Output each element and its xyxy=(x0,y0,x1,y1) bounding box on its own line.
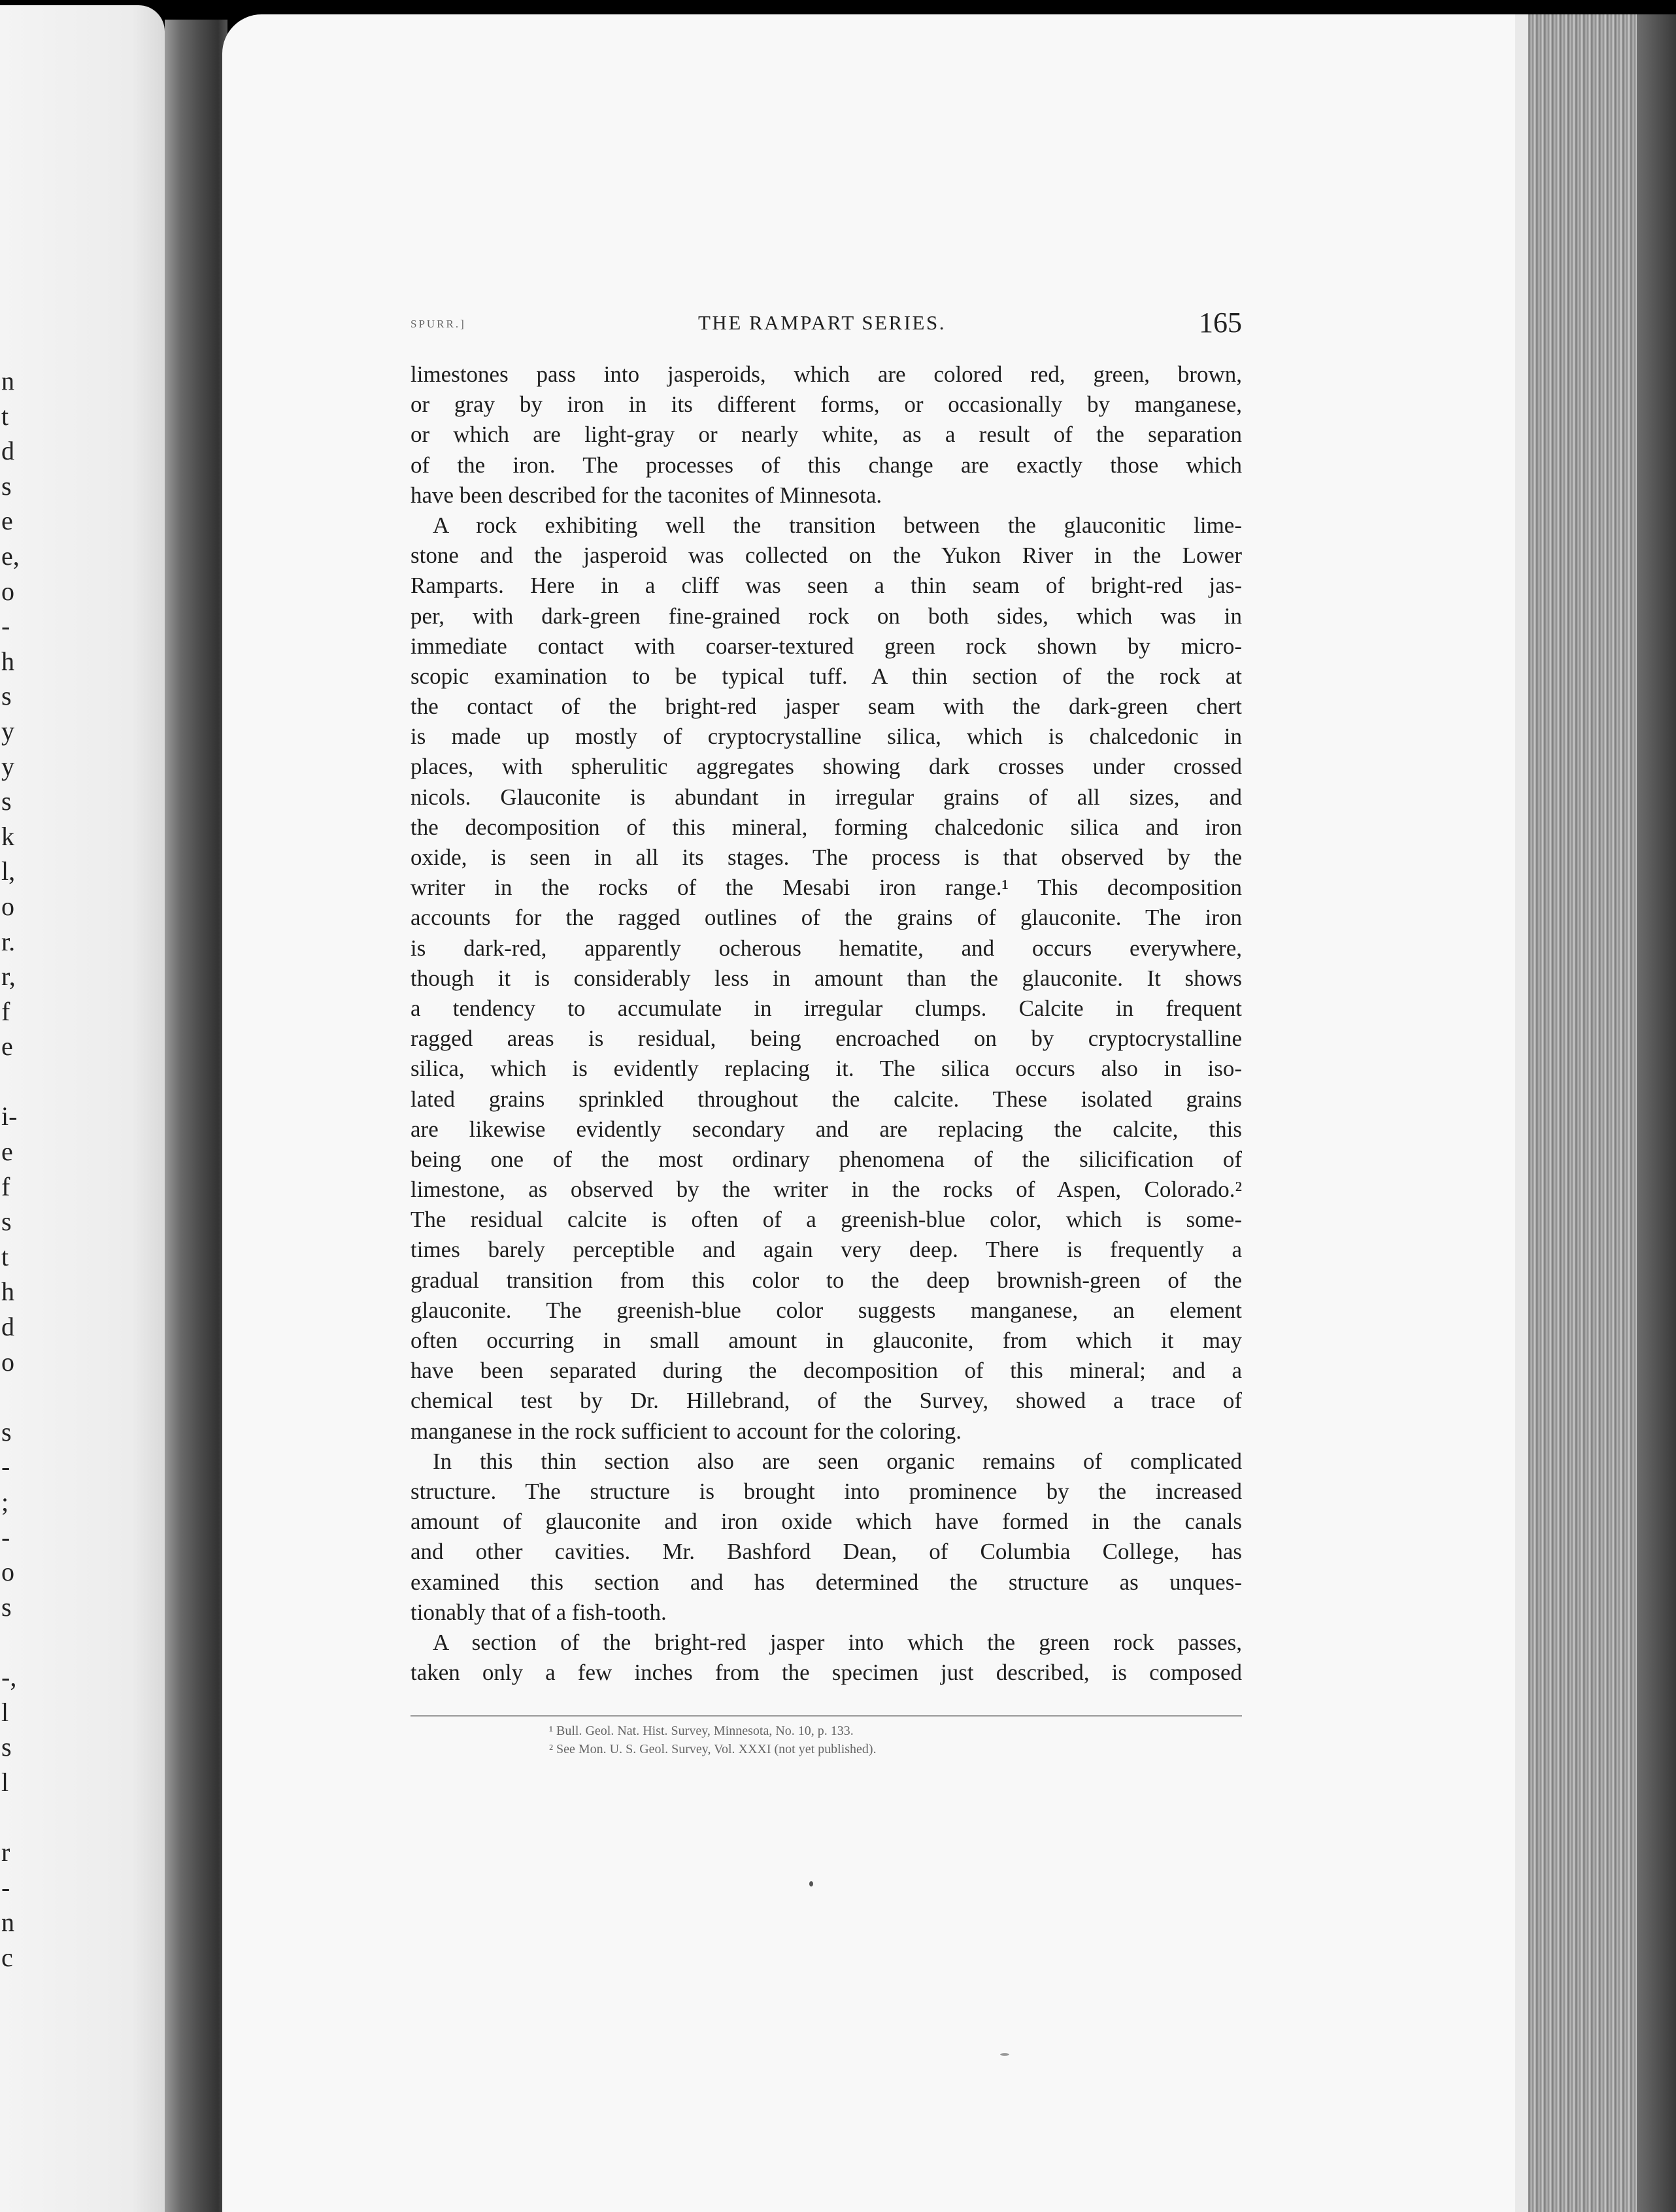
previous-page-letter xyxy=(1,1800,27,1835)
previous-page-letter: h xyxy=(1,1277,14,1307)
previous-page-letter: t xyxy=(1,401,9,431)
text-line: lated grains sprinkled throughout the calcite. These isolated grains xyxy=(411,1086,1242,1112)
previous-page-letter: r. xyxy=(1,926,16,956)
text-line: glauconite. The greenish-blue color suggests manganese, an element xyxy=(411,1297,1242,1323)
text-line: is made up mostly of cryptocrystalline silica, which is chalcedonic in xyxy=(411,724,1242,750)
text-line: limestone, as observed by the writer in the rocks of Aspen, Colorado.² xyxy=(411,1177,1242,1203)
book-cover-edge xyxy=(1637,14,1676,2212)
previous-page-letter: s xyxy=(1,471,12,501)
previous-page-letter: o xyxy=(1,891,14,921)
previous-page-letter: s xyxy=(1,1207,12,1237)
previous-page-letter: h xyxy=(1,646,14,676)
previous-page-letter: y xyxy=(1,716,14,746)
previous-page-letter: t xyxy=(1,1241,9,1271)
text-line: have been described for the taconites of Minnesota. xyxy=(411,482,882,508)
text-line: examined this section and has determined the structure as unques- xyxy=(411,1569,1242,1595)
previous-page-letter: l xyxy=(1,1767,9,1797)
footnote-rule xyxy=(411,1715,1242,1717)
text-line: structure. The structure is brought into prominence by the increased xyxy=(411,1478,1242,1504)
previous-page-letter: r, xyxy=(1,962,16,992)
previous-page-letter: s xyxy=(1,786,12,816)
previous-page-letter: y xyxy=(1,751,14,781)
previous-page-letter: n xyxy=(1,1907,14,1937)
previous-page-letter: i- xyxy=(1,1101,18,1131)
previous-page-letter: o xyxy=(1,576,14,606)
previous-page-letter: f xyxy=(1,996,10,1026)
text-line: taken only a few inches from the specimen just described, is composed xyxy=(411,1660,1242,1686)
previous-page-letter: - xyxy=(1,611,10,641)
text-line: the contact of the bright-red jasper seam with the dark-green chert xyxy=(411,694,1242,720)
text-line: though it is considerably less in amount than the glauconite. It shows xyxy=(411,965,1242,991)
text-line: gradual transition from this color to the deep brownish-green of the xyxy=(411,1267,1242,1293)
previous-page-letter xyxy=(1,1064,27,1099)
text-line: tionably that of a fish-tooth. xyxy=(411,1599,667,1625)
previous-page-letter xyxy=(1,1624,27,1660)
text-line: oxide, is seen in all its stages. The process is that observed by the xyxy=(411,845,1242,870)
text-line: of the iron. The processes of this change are exactly those which xyxy=(411,452,1242,478)
text-line: or which are light-gray or nearly white, as a result of the separation xyxy=(411,422,1242,448)
previous-page-letter: ; xyxy=(1,1487,9,1517)
text-line: amount of glauconite and iron oxide which have formed in the canals xyxy=(411,1509,1242,1535)
previous-page-text-fragments xyxy=(1,363,27,1975)
text-line: accounts for the ragged outlines of the grains of glauconite. The iron xyxy=(411,905,1242,931)
previous-page-letter: f xyxy=(1,1171,10,1201)
previous-page-letter: s xyxy=(1,681,12,711)
previous-page-letter: e xyxy=(1,1137,13,1167)
text-line: places, with spherulitic aggregates showing dark crosses under crossed xyxy=(411,754,1242,780)
page-speck xyxy=(1000,2053,1009,2056)
text-line: The residual calcite is often of a greenish-blue color, which is some- xyxy=(411,1207,1242,1233)
previous-page-letter: l, xyxy=(1,856,16,886)
page-stack-edges xyxy=(1515,14,1676,2212)
text-line: writer in the rocks of the Mesabi iron range.¹ This decomposition xyxy=(411,875,1242,901)
text-line: immediate contact with coarser-textured green rock shown by micro- xyxy=(411,633,1242,659)
text-line: the decomposition of this mineral, forming chalcedonic silica and iron xyxy=(411,814,1242,840)
text-line: silica, which is evidently replacing it. The silica occurs also in iso- xyxy=(411,1056,1242,1082)
previous-page-edge xyxy=(0,5,165,2212)
text-line: per, with dark-green fine-grained rock on both sides, which was in xyxy=(411,603,1242,629)
body-text xyxy=(411,360,1242,1688)
page-speck xyxy=(809,1881,813,1886)
previous-page-letter: e xyxy=(1,1031,13,1062)
previous-page-letter: s xyxy=(1,1416,12,1447)
previous-page-letter: s xyxy=(1,1732,12,1762)
running-head xyxy=(411,307,1242,344)
previous-page-letter: s xyxy=(1,1592,12,1622)
previous-page-letter: o xyxy=(1,1557,14,1587)
previous-page-letter: d xyxy=(1,436,14,466)
text-line: scopic examination to be typical tuff. A thin section of the rock at xyxy=(411,663,1242,689)
text-line: times barely perceptible and again very deep. There is frequently a xyxy=(411,1237,1242,1263)
footnotes xyxy=(549,1722,877,1758)
text-line: stone and the jasperoid was collected on the Yukon River in the Lower xyxy=(411,543,1242,569)
previous-page-letter: r xyxy=(1,1837,10,1867)
page-number: 165 xyxy=(1199,307,1242,339)
text-line: ragged areas is residual, being encroached on by cryptocrystalline xyxy=(411,1026,1242,1052)
text-line: often occurring in small amount in glauconite, from which it may xyxy=(411,1328,1242,1353)
previous-page-letter: d xyxy=(1,1312,14,1342)
text-line: or gray by iron in its different forms, or occasionally by manganese, xyxy=(411,392,1242,418)
previous-page-letter: - xyxy=(1,1872,10,1902)
running-head-author: SPURR.] xyxy=(411,318,466,330)
previous-page-letter: - xyxy=(1,1452,10,1482)
text-line: Ramparts. Here in a cliff was seen a thin seam of bright-red jas- xyxy=(411,573,1242,599)
text-line: are likewise evidently secondary and are replacing the calcite, this xyxy=(411,1116,1242,1142)
previous-page-letter: n xyxy=(1,366,14,395)
previous-page-letter: - xyxy=(1,1522,10,1552)
text-line: being one of the most ordinary phenomena of the silicification of xyxy=(411,1146,1242,1172)
book-gutter xyxy=(165,20,227,2212)
previous-page-letter: k xyxy=(1,821,14,851)
text-line: is dark-red, apparently ocherous hematite, and occurs everywhere, xyxy=(411,935,1242,961)
footnote-1: ¹ Bull. Geol. Nat. Hist. Survey, Minnesota, No. 10, p. 133. xyxy=(549,1724,854,1738)
text-line: A section of the bright-red jasper into which the green rock passes, xyxy=(433,1629,1242,1655)
previous-page-letter: -, xyxy=(1,1662,17,1692)
text-line: limestones pass into jasperoids, which are colored red, green, brown, xyxy=(411,361,1242,387)
text-line: have been separated during the decomposition of this mineral; and a xyxy=(411,1358,1242,1384)
previous-page-letter: e xyxy=(1,506,13,536)
previous-page-letter: o xyxy=(1,1347,14,1377)
text-line: nicols. Glauconite is abundant in irregular grains of all sizes, and xyxy=(411,784,1242,810)
text-line: In this thin section also are seen organic remains of complicated xyxy=(433,1448,1242,1474)
text-line: chemical test by Dr. Hillebrand, of the Survey, showed a trace of xyxy=(411,1388,1242,1414)
text-line: A rock exhibiting well the transition between the glauconitic lime- xyxy=(433,512,1242,538)
running-head-title: THE RAMPART SERIES. xyxy=(698,311,946,334)
previous-page-letter: c xyxy=(1,1942,13,1972)
footnote-2: ² See Mon. U. S. Geol. Survey, Vol. XXXI (not yet published). xyxy=(549,1742,877,1756)
previous-page-letter: e, xyxy=(1,541,20,571)
text-line: manganese in the rock sufficient to account for the coloring. xyxy=(411,1418,962,1444)
text-line: a tendency to accumulate in irregular clumps. Calcite in frequent xyxy=(411,995,1242,1021)
previous-page-letter xyxy=(1,1379,27,1415)
previous-page-letter: l xyxy=(1,1697,9,1727)
text-line: and other cavities. Mr. Bashford Dean, of Columbia College, has xyxy=(411,1539,1242,1565)
